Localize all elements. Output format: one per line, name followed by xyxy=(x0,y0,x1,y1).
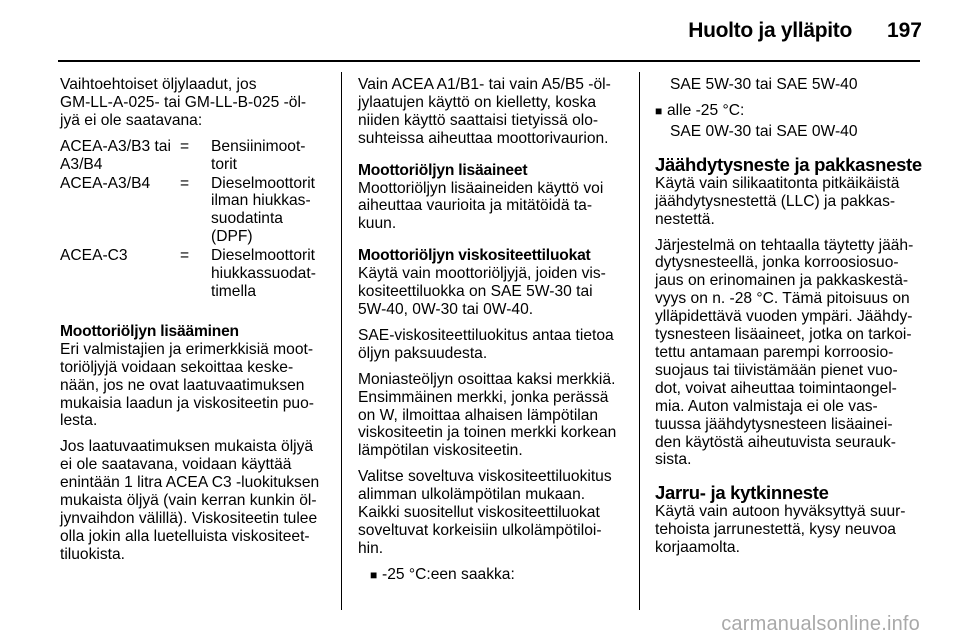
section-heading-adding-oil: Moottoriöljyn lisääminen xyxy=(60,322,239,340)
column-divider-2 xyxy=(639,72,640,610)
column-1 xyxy=(60,76,328,572)
spec-value: Bensiinimoot- torit xyxy=(211,137,306,173)
page-header xyxy=(0,0,960,62)
section-heading-viscosity: Moottoriöljyn viskositeettiluokat xyxy=(358,247,591,265)
page-number: 197 xyxy=(886,19,922,42)
spec-value: Dieselmoottorit ilman hiukkas- suodatinta (DPF) xyxy=(211,174,315,246)
paragraph: SAE-viskositeettiluokitus antaa tietoa öljyn paksuudesta. xyxy=(358,326,614,362)
column-divider-1 xyxy=(341,72,342,610)
section-heading-coolant: Jäähdytysneste ja pakkasneste xyxy=(655,153,922,175)
spec-name: ACEA-A3/B3 tai A3/B4 xyxy=(60,137,171,173)
viscosity-line: SAE 0W-30 tai SAE 0W-40 xyxy=(670,122,858,140)
oil-spec-table xyxy=(60,138,328,301)
paragraph: Valitse soveltuva viskositeettiluokitus alimman ulkolämpötilan mukaan. Kaikki suositellut viskositeettiluokat soveltuvat korkeisiin ulkolämpötiloi- hin. xyxy=(358,468,612,557)
bullet-square-icon: ■ xyxy=(655,103,663,118)
spec-row xyxy=(60,247,328,301)
bullet-text: alle -25 °C: xyxy=(667,101,745,119)
spec-value: Dieselmoottorit hiukkassuodat- timella xyxy=(211,247,316,300)
bullet-item xyxy=(655,102,923,120)
section-heading-brake-fluid: Jarru- ja kytkinneste xyxy=(655,482,829,504)
paragraph: Moniasteöljyn osoittaa kaksi merkkiä. Ensimmäinen merkki, jonka perässä on W, ilmoittaa alhaisen lämpötilan viskositeetin ja toinen merkki korkean lämpötilan viskositeetin. xyxy=(358,370,617,460)
paragraph: Käytä vain moottoriöljyjä, joiden vis- kositeettiluokka on SAE 5W-30 tai 5W-40, 0W-30 tai 0W-40. xyxy=(358,265,606,318)
spec-name: ACEA-C3 xyxy=(60,247,128,265)
intro-paragraph: Vaihtoehtoiset öljylaadut, jos GM-LL-A-025- tai GM-LL-B-025 -öl- jyä ei ole saatavana: xyxy=(60,76,307,129)
paragraph: Käytä vain autoon hyväksyttyä suur- tehoista jarrunestettä, kysy neuvoa korjaamolta. xyxy=(655,503,906,557)
header-divider xyxy=(58,60,920,62)
paragraph: Vain ACEA A1/B1- tai vain A5/B5 -öl- jylaatujen käyttö on kielletty, koska niiden käyttö saattaisi tietyissä olo- suhteissa aiheuttaa moottorivaurion. xyxy=(358,76,611,147)
paragraph: Eri valmistajien ja erimerkkisiä moot- toriöljyjä voidaan sekoittaa keske- nään, jos ne ovat laatuvaatimuksen mukaisia laadun ja viskositeetin puo- lesta. xyxy=(60,340,314,430)
bullet-square-icon: ■ xyxy=(370,567,378,582)
spec-row xyxy=(60,138,328,174)
watermark: carmanualsonline.info xyxy=(721,613,920,635)
spec-equals: = xyxy=(180,247,190,265)
paragraph: Järjestelmä on tehtaalla täytetty jääh- dytysnesteellä, jonka korroosiosuo- jaus on erinomainen ja pakkaskestä- vyys on n. -28 °C. Tämä pitoisuus on ylläpidettävä vuoden ympäri. Jäähdy- tysnesteen lisäaineet, jotka on tarkoi- tettu antamaan parempi korroosio- suojaus tai tiivistämään pienet vuo- dot, voivat aiheuttaa toimintaongel- mia. Auton valmistaja ei ole vas- tuussa jäähdytysnesteen lisäainei- den käytöstä aiheutuvista seurauk- sista. xyxy=(655,236,914,469)
bullet-item xyxy=(370,566,626,584)
column-3 xyxy=(655,76,923,565)
section-heading-oil-additives: Moottoriöljyn lisäaineet xyxy=(358,161,528,179)
paragraph: Moottoriöljyn lisäaineiden käyttö voi aiheuttaa vaurioita ja mitätöidä ta- kuun. xyxy=(358,179,604,233)
spec-equals: = xyxy=(180,174,190,192)
spec-name: ACEA-A3/B4 xyxy=(60,174,151,192)
spec-row xyxy=(60,175,328,247)
spec-equals: = xyxy=(180,137,190,155)
section-title: Huolto ja ylläpito xyxy=(688,19,852,42)
paragraph: Jos laatuvaatimuksen mukaista öljyä ei ole saatavana, voidaan käyttää enintään 1 litra ACEA C3 -luokituksen mukaista öljyä (vain kerran kunkin öl- jynvaihdon välillä). Viskositeetin tulee olla jokin alla luetelluista viskositeet- tiluokista. xyxy=(60,438,320,563)
paragraph: Käytä vain silikaatitonta pitkäikäistä jäähdytysnestettä (LLC) ja pakkas- nestettä. xyxy=(655,174,900,228)
viscosity-line: SAE 5W-30 tai SAE 5W-40 xyxy=(670,76,858,93)
column-2 xyxy=(358,76,626,587)
bullet-text: -25 °C:een saakka: xyxy=(382,565,515,583)
